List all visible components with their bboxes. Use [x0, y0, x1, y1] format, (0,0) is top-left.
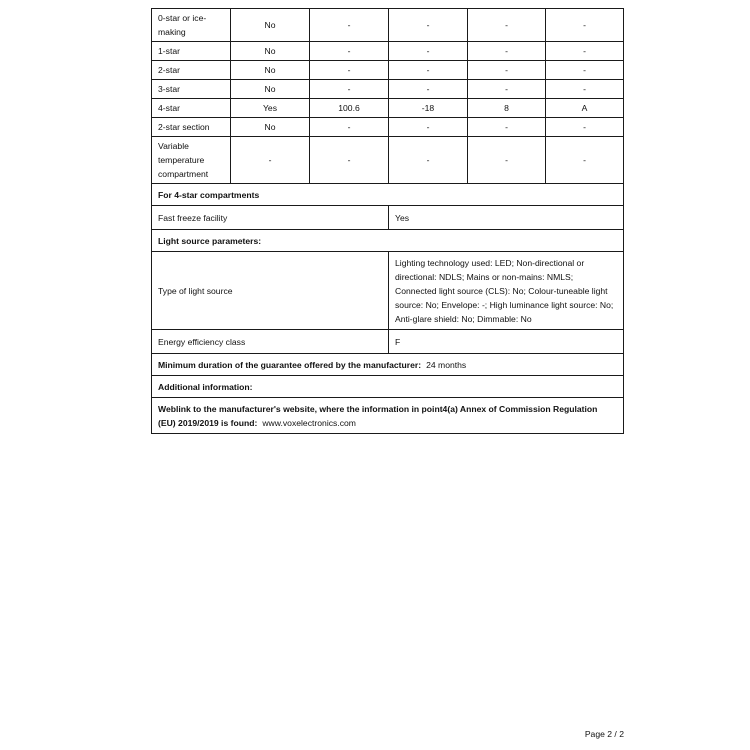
- cell: -: [389, 61, 468, 80]
- cell: Yes: [231, 99, 310, 118]
- table-row: [152, 118, 624, 137]
- section-header-row: [152, 376, 624, 398]
- row-label: 4-star: [152, 99, 231, 118]
- cell: -: [468, 137, 546, 184]
- cell: 100.6: [310, 99, 389, 118]
- table-row: [152, 99, 624, 118]
- cell: -: [389, 118, 468, 137]
- weblink-label: Weblink to the manufacturer's website, where the information in point4(a) Annex of Commission Regulation (EU) 2019/2019 is found:: [158, 403, 598, 428]
- page-number: Page 2 / 2: [584, 729, 624, 739]
- weblink-cell: [152, 398, 624, 434]
- efficiency-row: [152, 330, 624, 354]
- cell: -: [231, 137, 310, 184]
- specification-table: [151, 8, 624, 434]
- row-label: 1-star: [152, 42, 231, 61]
- row-label: 2-star: [152, 61, 231, 80]
- cell: A: [546, 99, 624, 118]
- cell: No: [231, 80, 310, 99]
- efficiency-label: Energy efficiency class: [152, 330, 389, 354]
- additional-info-header: Additional information:: [152, 376, 624, 398]
- cell: No: [231, 42, 310, 61]
- row-label: Variable temperature compartment: [152, 137, 231, 184]
- efficiency-value: F: [389, 330, 624, 354]
- fast-freeze-value: Yes: [389, 206, 624, 230]
- cell: -: [468, 42, 546, 61]
- weblink-value: www.voxelectronics.com: [262, 417, 356, 428]
- cell: -: [468, 80, 546, 99]
- fast-freeze-label: Fast freeze facility: [152, 206, 389, 230]
- spec-sheet: [151, 8, 623, 434]
- cell: -18: [389, 99, 468, 118]
- row-label: 0-star or ice-making: [152, 9, 231, 42]
- light-type-value: Lighting technology used: LED; Non-directional or directional: NDLS; Mains or non-mains: NMLS; Connected light source (CLS): No; Colour-tuneable light source: No; Envelope: -; High luminance light source: No; Anti-glare shield: No; Dimmable: No: [389, 252, 624, 330]
- cell: -: [468, 118, 546, 137]
- section-header-row: [152, 184, 624, 206]
- cell: -: [468, 9, 546, 42]
- cell: -: [310, 61, 389, 80]
- guarantee-row: [152, 354, 624, 376]
- cell: -: [310, 42, 389, 61]
- cell: -: [389, 42, 468, 61]
- guarantee-value: 24 months: [426, 359, 467, 370]
- guarantee-cell: [152, 354, 624, 376]
- cell: -: [310, 80, 389, 99]
- light-source-header: Light source parameters:: [152, 230, 624, 252]
- fast-freeze-row: [152, 206, 624, 230]
- cell: -: [468, 61, 546, 80]
- table-row: [152, 137, 624, 184]
- row-label: 2-star section: [152, 118, 231, 137]
- cell: -: [546, 9, 624, 42]
- detail-rows: [152, 184, 624, 434]
- cell: -: [310, 137, 389, 184]
- table-row: [152, 42, 624, 61]
- section-header-row: [152, 230, 624, 252]
- weblink-row: [152, 398, 624, 434]
- guarantee-label: Minimum duration of the guarantee offered by the manufacturer:: [158, 359, 422, 370]
- table-row: [152, 80, 624, 99]
- cell: No: [231, 61, 310, 80]
- cell: No: [231, 9, 310, 42]
- cell: 8: [468, 99, 546, 118]
- cell: -: [546, 137, 624, 184]
- table-row: [152, 9, 624, 42]
- cell: -: [389, 9, 468, 42]
- cell: -: [310, 118, 389, 137]
- cell: No: [231, 118, 310, 137]
- cell: -: [546, 80, 624, 99]
- four-star-header: For 4-star compartments: [152, 184, 624, 206]
- cell: -: [546, 61, 624, 80]
- cell: -: [310, 9, 389, 42]
- cell: -: [389, 80, 468, 99]
- cell: -: [546, 42, 624, 61]
- cell: -: [546, 118, 624, 137]
- light-type-row: [152, 252, 624, 330]
- table-row: [152, 61, 624, 80]
- star-rows: [152, 9, 624, 184]
- row-label: 3-star: [152, 80, 231, 99]
- light-type-label: Type of light source: [152, 252, 389, 330]
- cell: -: [389, 137, 468, 184]
